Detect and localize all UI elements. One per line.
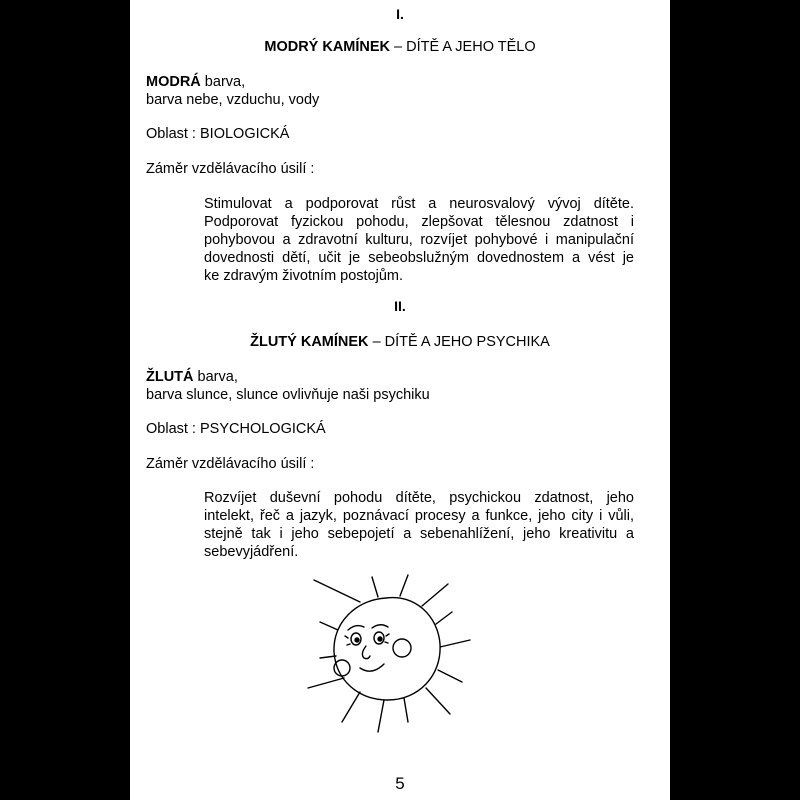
- section-2-numeral: II.: [394, 298, 406, 314]
- section-2-color-rest: barva,: [193, 369, 238, 385]
- section-1-area: Oblast : BIOLOGICKÁ: [146, 126, 290, 142]
- aim-line: pohybovou a zdravotní kulturu, rozvíjet pohybové i manipulační: [204, 232, 634, 248]
- aim-line: intelekt, řeč a jazyk, poznávací procesy a funkce, jeho city i vůli,: [204, 508, 634, 524]
- section-2-aim-paragraph: [204, 489, 634, 561]
- aim-line: ke zdravým životním postojům.: [204, 268, 404, 284]
- document-page: [130, 0, 670, 800]
- section-1-color-desc: barva nebe, vzduchu, vody: [146, 92, 320, 108]
- section-1-color-rest: barva,: [200, 74, 246, 90]
- section-1-aim-label: Záměr vzdělávacího úsilí :: [146, 161, 315, 177]
- section-2-color-bold: ŽLUTÁ: [146, 369, 194, 385]
- section-1-title-bold: MODRÝ KAMÍNEK: [264, 39, 391, 55]
- section-2-title-rest: – DÍTĚ A JEHO PSYCHIKA: [368, 334, 550, 350]
- section-2-title-bold: ŽLUTÝ KAMÍNEK: [250, 334, 369, 350]
- section-2-aim-label: Záměr vzdělávacího úsilí :: [146, 456, 315, 472]
- aim-line: Rozvíjet duševní pohodu dítěte, psychickou zdatnost, jeho: [204, 490, 634, 506]
- section-1-numeral: I.: [396, 6, 404, 22]
- aim-line: Podporovat fyzickou pohodu, zlepšovat tělesnou zdatnost i: [204, 214, 634, 230]
- section-2-title: [130, 334, 670, 350]
- aim-line: sebevyjádření.: [204, 544, 299, 560]
- aim-line: dovednosti dětí, učit je sebeobslužným dovednostem a vést je: [204, 250, 634, 266]
- section-2-area: Oblast : PSYCHOLOGICKÁ: [146, 421, 326, 437]
- section-1-aim-paragraph: [204, 195, 634, 285]
- aim-line: stejně tak i jeho sebepojetí a sebenahlížení, jeho kreativitu a: [204, 526, 634, 542]
- section-2-color: [146, 368, 430, 404]
- section-1-title: [130, 39, 670, 55]
- section-1-color-bold: MODRÁ: [146, 74, 201, 90]
- aim-line: Stimulovat a podporovat růst a neurosvalový vývoj dítěte.: [204, 196, 634, 212]
- section-1-color: [146, 73, 319, 109]
- section-1-title-rest: – DÍTĚ A JEHO TĚLO: [390, 39, 536, 55]
- section-2-color-desc: barva slunce, slunce ovlivňuje naši psychiku: [146, 387, 430, 403]
- sun-icon: [300, 572, 520, 742]
- page-number: 5: [395, 774, 405, 793]
